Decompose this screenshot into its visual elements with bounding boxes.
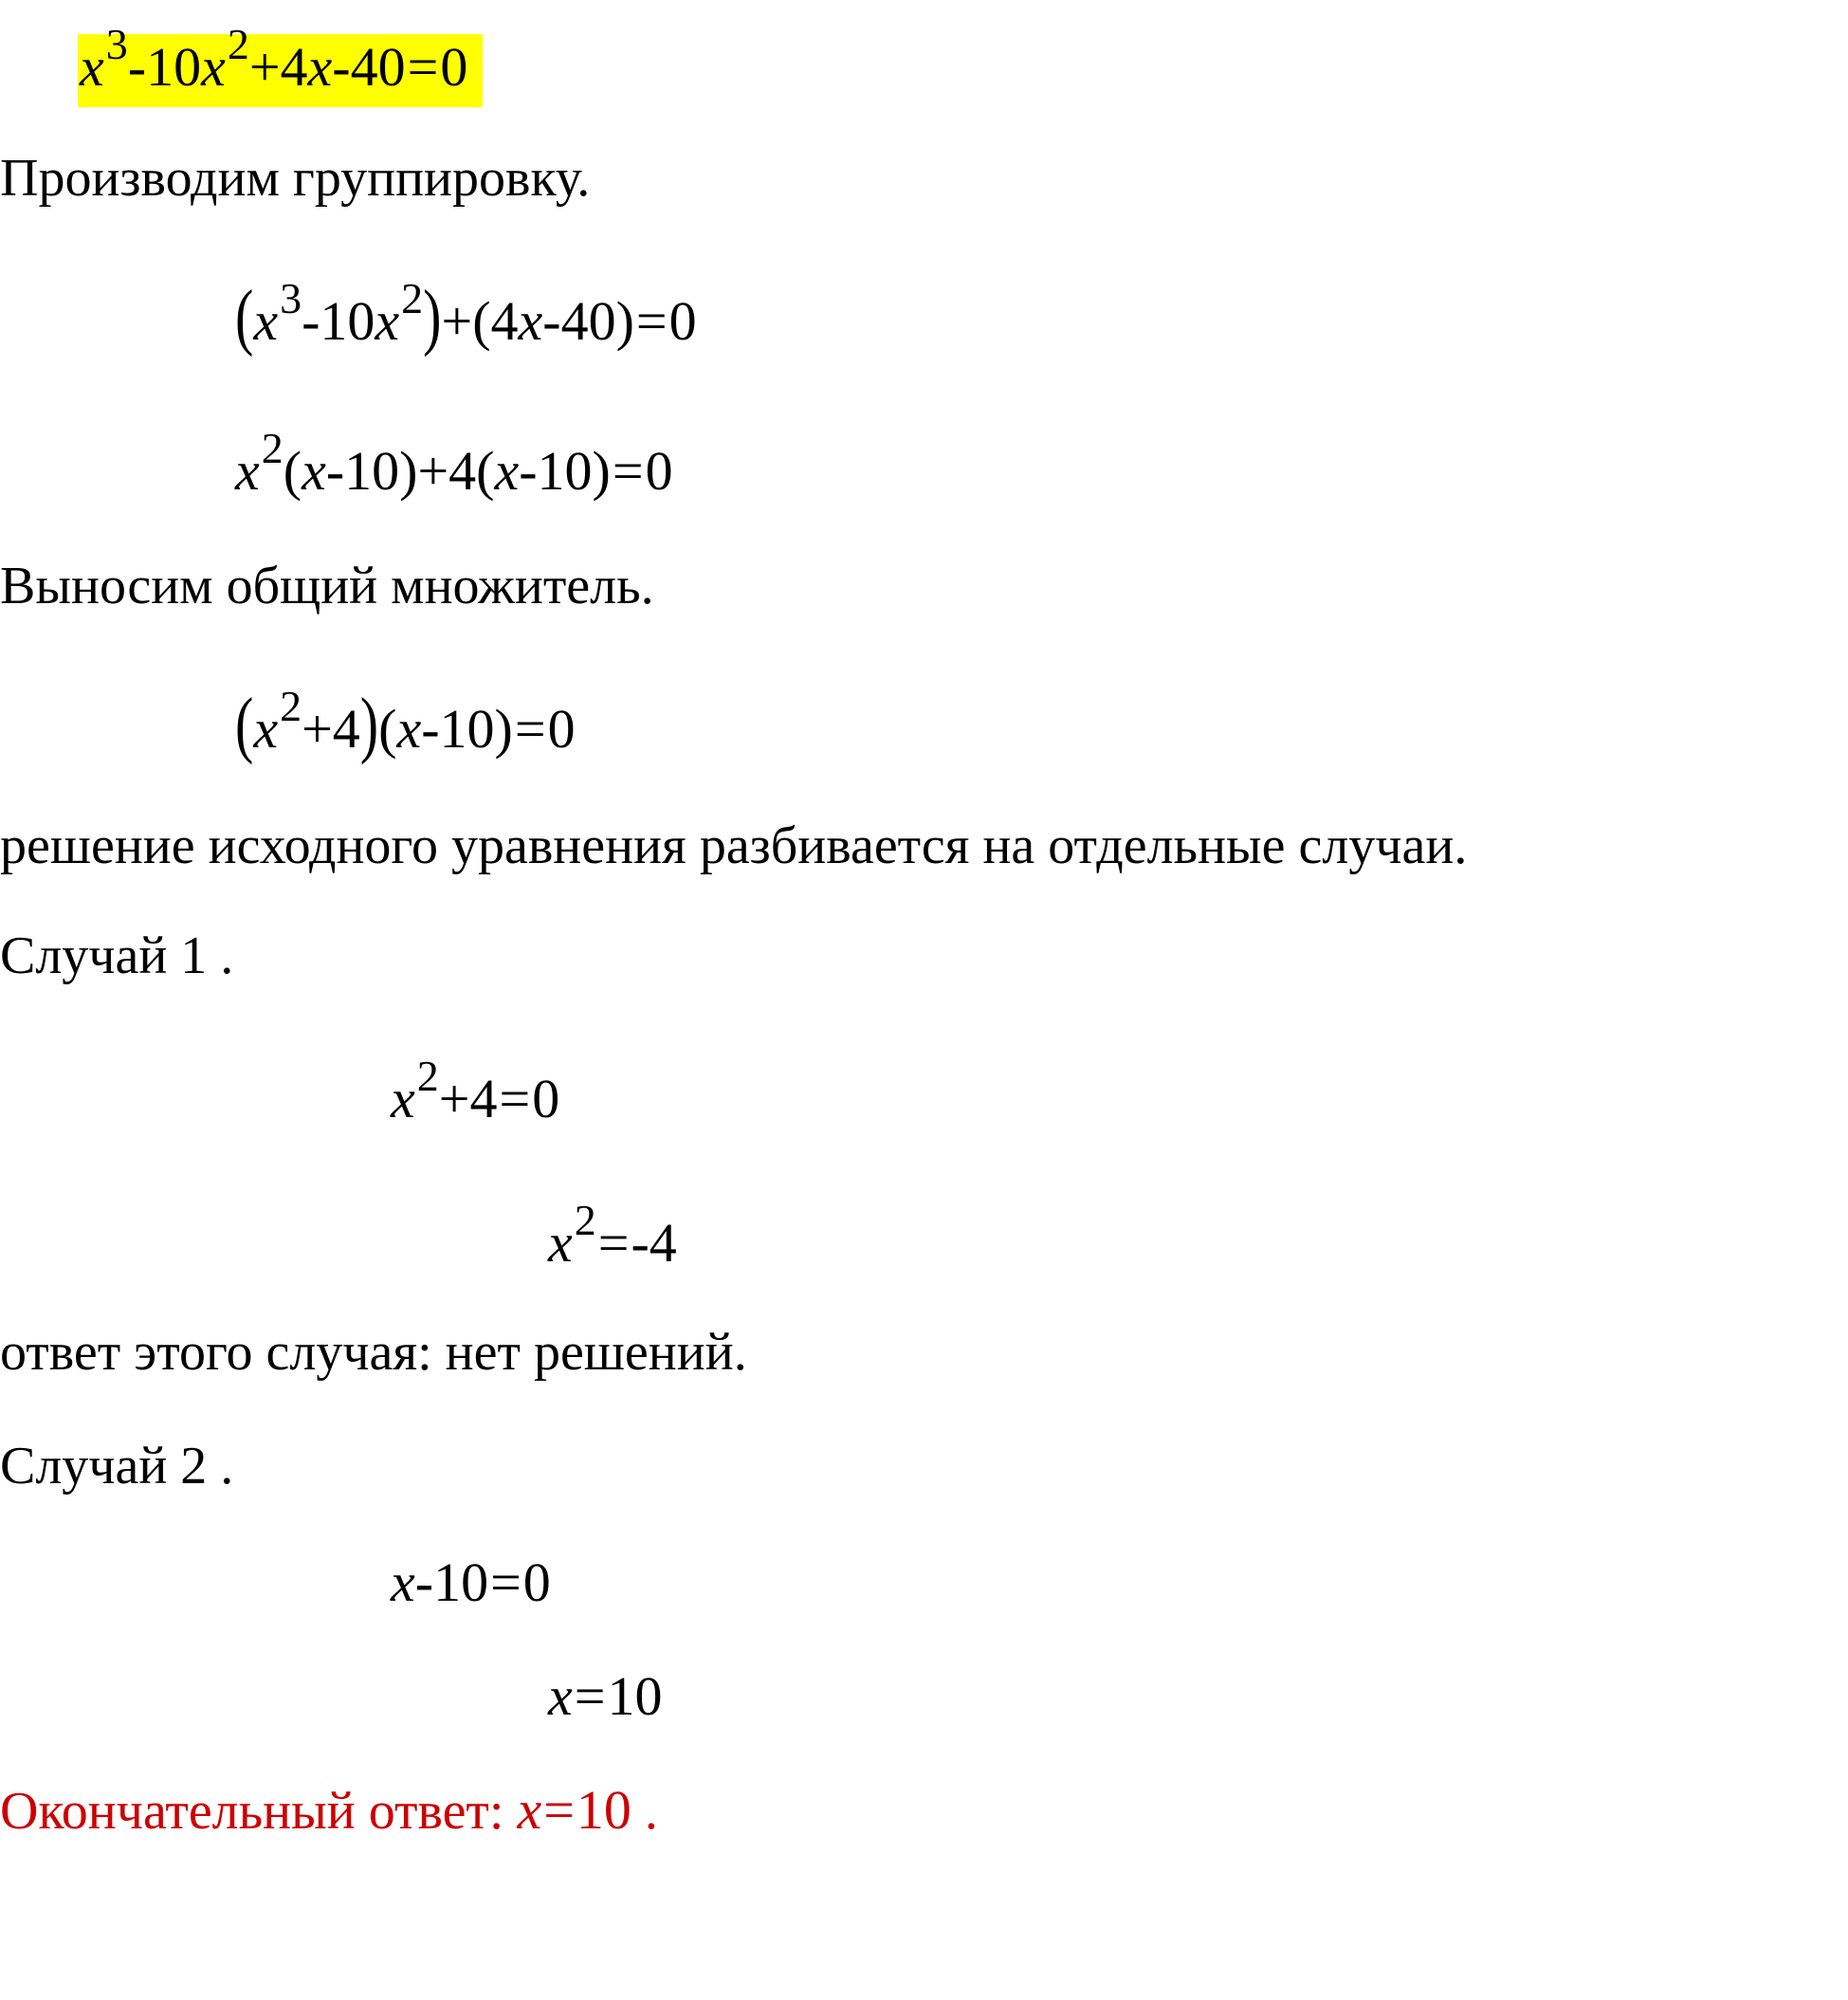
eq-sign: = [612, 440, 644, 502]
eq-var: x [253, 290, 279, 352]
eq-rhs: 0 [547, 698, 576, 760]
eq-exponent: 2 [574, 1196, 596, 1244]
eq-var: x [548, 1665, 573, 1727]
equation-highlight [78, 20, 483, 107]
eq-rhs: 10 [607, 1665, 663, 1727]
eq-var: x [518, 290, 543, 352]
eq-rhs: 0 [440, 36, 468, 98]
eq-exponent: 2 [401, 274, 424, 322]
case1-answer: ответ этого случая: нет решений. [0, 1323, 747, 1382]
eq-var: x [302, 440, 326, 502]
case2-line-2 [548, 1665, 663, 1727]
eq-var: x [517, 1779, 542, 1841]
eq-rhs: 0 [668, 290, 697, 352]
eq-var: x [548, 1212, 573, 1274]
eq-term: -40 [332, 36, 406, 98]
case1-label: Случай 1 . [0, 927, 234, 985]
final-answer-end: . [631, 1782, 658, 1841]
grouping-label: Производим группировку. [0, 149, 591, 208]
case1-line-1 [391, 1052, 560, 1129]
eq-var: x [375, 290, 400, 352]
eq-term: +4 [438, 1068, 498, 1129]
paren: ) [359, 682, 379, 766]
eq-rhs: -4 [631, 1212, 677, 1274]
eq-term: +4 [302, 698, 360, 760]
eq-var: x [253, 698, 279, 760]
eq-term: -10) [421, 698, 513, 760]
eq-exponent: 3 [105, 20, 128, 68]
eq-exponent: 2 [416, 1052, 439, 1100]
eq-exponent: 2 [280, 682, 302, 730]
case2-line-1 [391, 1551, 551, 1613]
factor-label: Выносим общий множитель. [0, 557, 654, 615]
eq-term: -10 [302, 290, 375, 352]
case1-line-2 [548, 1196, 677, 1274]
eq-rhs: 0 [645, 440, 673, 502]
eq-sign: = [574, 1665, 606, 1727]
eq-exponent: 2 [227, 20, 249, 68]
eq-rhs: 0 [522, 1551, 551, 1613]
eq-var: x [391, 1551, 415, 1613]
paren: ( [235, 682, 254, 766]
eq-term: -10 [414, 1551, 489, 1613]
eq-rhs: 0 [532, 1068, 560, 1129]
eq-var: x [494, 440, 520, 502]
final-answer [0, 1779, 658, 1841]
eq-term: +4 [248, 36, 308, 98]
eq-sign: = [635, 290, 668, 352]
final-answer-value: 10 [576, 1779, 631, 1841]
equation-line [78, 20, 483, 98]
cases-intro: решение исходного уравнения разбивается на отдельные случаи. [0, 817, 1468, 875]
final-answer-label: Окончательный ответ: [0, 1782, 518, 1841]
eq-sign: = [407, 36, 439, 98]
eq-sign: = [597, 1212, 630, 1274]
eq-sign: = [514, 698, 546, 760]
eq-exponent: 3 [280, 274, 302, 322]
eq-var: x [391, 1068, 415, 1129]
eq-sign: = [490, 1551, 521, 1613]
eq-var: x [396, 698, 422, 760]
factor-line [235, 682, 576, 766]
eq-term: -40) [542, 290, 634, 352]
eq-term: -10)+4( [325, 440, 495, 502]
grouping-line-1 [235, 274, 697, 358]
eq-exponent: 2 [261, 424, 284, 472]
eq-sign: = [499, 1068, 531, 1129]
paren: ( [235, 274, 254, 358]
eq-var: x [235, 440, 260, 502]
case2-label: Случай 2 . [0, 1437, 234, 1495]
eq-term: -10 [127, 36, 202, 98]
eq-var: x [307, 36, 333, 98]
paren: ) [423, 274, 442, 358]
eq-var: x [80, 36, 104, 98]
eq-term: +(4 [441, 290, 519, 352]
eq-sign: = [543, 1779, 575, 1841]
eq-term: -10) [519, 440, 611, 502]
grouping-line-2 [235, 424, 673, 502]
paren: ( [283, 440, 302, 502]
eq-var: x [201, 36, 226, 98]
paren: ( [378, 698, 397, 760]
